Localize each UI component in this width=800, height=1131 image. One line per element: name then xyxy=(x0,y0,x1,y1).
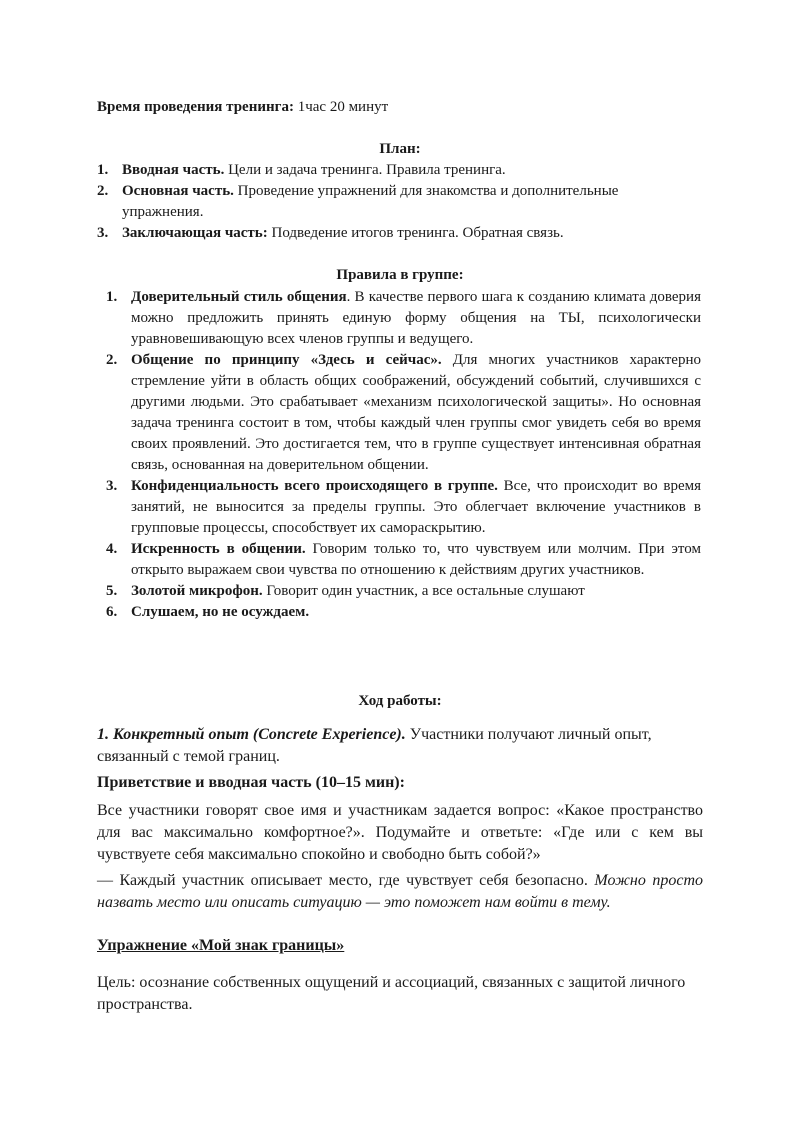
plan-list xyxy=(97,160,697,244)
rule-item xyxy=(106,476,701,539)
rule-item xyxy=(106,602,701,623)
rule-item xyxy=(106,539,701,581)
rule-item xyxy=(106,287,701,350)
workflow-heading: Ход работы: xyxy=(358,693,442,709)
plan-item-number: 1. xyxy=(97,162,109,178)
duration-value: 1час 20 минут xyxy=(293,99,389,115)
plan-item-number: 3. xyxy=(97,225,109,241)
rule-item-number: 4. xyxy=(106,541,118,557)
plan-item-text: Цели и задача тренинга. Правила тренинга. xyxy=(224,162,506,178)
training-duration xyxy=(97,97,388,118)
rule-item-text: Все, что происходит во время занятий, не выносится за пределы группы. Это облегчает включение участников в групповые процессы, способствует их самораскрытию. xyxy=(131,478,702,536)
plan-item xyxy=(97,181,697,223)
plan-heading: План: xyxy=(379,141,421,157)
rule-item-number: 3. xyxy=(106,478,118,494)
step-one-paragraph xyxy=(97,724,703,768)
rule-item-text: . В качестве первого шага к созданию климата доверия можно предложить принять единую форму общения на ТЫ, психологически уравновешивающую всех членов группы и ведущего. xyxy=(131,289,701,347)
plan-item-title: Основная часть. xyxy=(122,183,234,199)
exercise-title xyxy=(97,935,703,956)
plan-item xyxy=(97,223,697,244)
step-one-text: Участники получают личный опыт, связанный с темой границ. xyxy=(97,726,652,765)
plan-item-text: Проведение упражнений для знакомства и дополнительные упражнения. xyxy=(122,183,619,220)
rule-item-number: 5. xyxy=(106,583,118,599)
rule-item-title: Конфиденциальность всего происходящего в группе. xyxy=(131,478,498,494)
rule-item-text: Говорит один участник, а все остальные слушают xyxy=(262,583,585,599)
greeting-paragraph: Все участники говорят свое имя и участникам задается вопрос: «Какое пространство для вас максимально комфортное?». Подумайте и ответьте: «Где или с кем вы чувствуете себя максимально спокойно и свободно быть собой?» xyxy=(97,802,703,863)
dash-italic-text: Можно просто назвать место или описать ситуацию — это поможет нам войти в тему. xyxy=(97,872,704,911)
rule-item-title: Слушаем, но не осуждаем. xyxy=(131,604,310,620)
rule-item-title: Доверительный стиль общения xyxy=(131,289,347,305)
rule-item-number: 6. xyxy=(106,604,118,620)
plan-item-title: Вводная часть. xyxy=(122,162,225,178)
dash-text: — Каждый участник описывает место, где чувствует себя безопасно. xyxy=(97,872,595,889)
rule-item-text: Говорим только то, что чувствуем или молчим. При этом открыто выражаем свои чувства по отношению к действиям других участников. xyxy=(131,541,701,578)
rule-item-title: Искренность в общении. xyxy=(131,541,306,557)
dash-paragraph xyxy=(97,870,703,914)
duration-label: Время проведения тренинга: xyxy=(97,99,294,115)
plan-item-text: Подведение итогов тренинга. Обратная связь. xyxy=(267,225,564,241)
rule-item-text: Для многих участников характерно стремление уйти в область общих соображений, обсуждений событий, случившихся с другими людьми. Это срабатывает «механизм психологической защиты». Но основная задача тренинга состоит в том, чтобы каждый член группы смог увидеть себя во время своих проявлений. Это достигается тем, что в группе существует интенсивная обратная связь, основанная на доверительном общении. xyxy=(131,352,701,473)
rule-item xyxy=(106,581,701,602)
rules-heading: Правила в группе: xyxy=(336,267,464,283)
greeting-heading: Приветствие и вводная часть (10–15 мин): xyxy=(97,774,405,791)
goal-paragraph: Цель: осознание собственных ощущений и ассоциаций, связанных с защитой личного пространства. xyxy=(97,974,686,1013)
rule-item-number: 2. xyxy=(106,352,118,368)
rule-item xyxy=(106,350,701,476)
plan-item-title: Заключающая часть: xyxy=(122,225,268,241)
exercise-title-text: Упражнение «Мой знак границы» xyxy=(97,937,345,954)
plan-item-number: 2. xyxy=(97,183,109,199)
rules-list xyxy=(106,287,701,623)
rule-item-number: 1. xyxy=(106,289,118,305)
step-one-title: 1. Конкретный опыт (Concrete Experience). xyxy=(97,726,406,743)
plan-item xyxy=(97,160,697,181)
rule-item-title: Золотой микрофон. xyxy=(131,583,263,599)
rule-item-title: Общение по принципу «Здесь и сейчас». xyxy=(131,352,442,368)
